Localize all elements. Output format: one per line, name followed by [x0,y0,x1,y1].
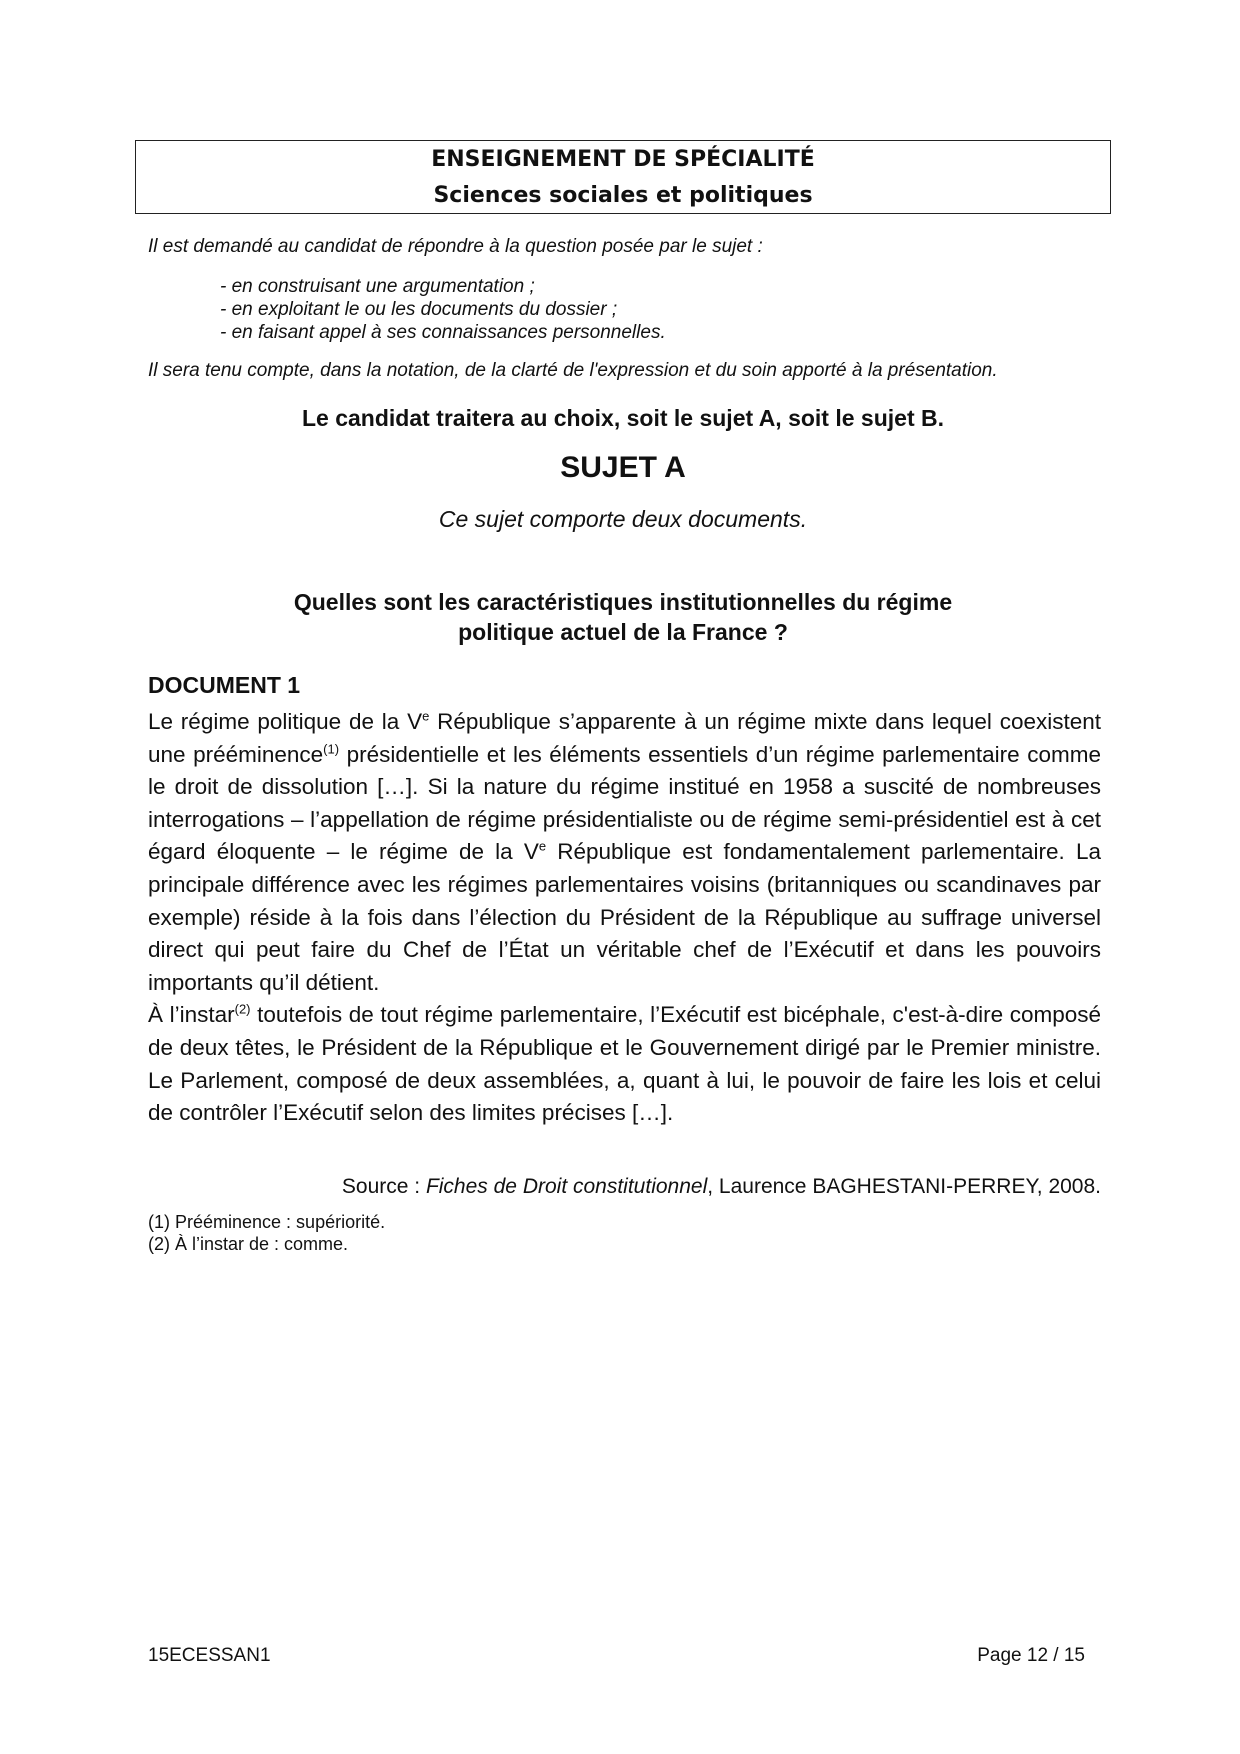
header-box [135,140,1111,214]
document-paragraph-1 [148,706,1101,999]
footer-page-number: Page 12 / 15 [977,1645,1085,1666]
text-run: République s’apparente à un régime mixte dans lequel coexistent une prééminence [148,709,1101,767]
footnote-2: (2) À l’instar de : comme. [148,1234,349,1254]
document-paragraph-2 [148,999,1101,1129]
document-body [148,706,1101,1130]
source-title: Fiches de Droit constitutionnel [425,1175,708,1198]
source-prefix: Source : [341,1175,426,1198]
text-run: Le régime politique de la V [148,709,423,734]
document-source [342,1175,1101,1199]
instruction-item: - en construisant une argumentation ; [220,276,535,297]
source-author: , Laurence BAGHESTANI-PERREY, 2008. [707,1175,1101,1198]
footnote-ref-1: (1) [323,741,340,757]
header-subtitle: Sciences sociales et politiques [433,183,813,208]
document-title: DOCUMENT 1 [148,672,301,698]
footnote-1: (1) Prééminence : supériorité. [148,1212,386,1232]
instructions-note: Il sera tenu compte, dans la notation, de la clarté de l'expression et du soin apporté à la présentation. [148,360,998,381]
instruction-item: - en faisant appel à ses connaissances personnelles. [220,322,666,343]
text-run: République est fondamentalement parlementaire. La principale différence avec les régimes parlementaires voisins (britanniques ou scandinaves par exemple) réside à la fois dans l’élection du Président de la République au suffrage universel direct qui peut faire du Chef de l’État un véritable chef de l’Exécutif et dans les pouvoirs importants qu’il détient. [148,839,1101,995]
subject-subtitle: Ce sujet comporte deux documents. [438,506,808,532]
instructions-intro: Il est demandé au candidat de répondre à la question posée par le sujet : [148,236,763,257]
text-run: toutefois de tout régime parlementaire, l’Exécutif est bicéphale, c'est-à-dire composé de deux têtes, le Président de la République et le Gouvernement dirigé par le Premier ministre. Le Parlement, composé de deux assemblées, a, quant à lui, le pouvoir de faire les lois et celui de contrôler l’Exécutif selon des limites précises […]. [148,1002,1101,1126]
footnote-ref-2: (2) [234,1001,251,1017]
question-line-2: politique actuel de la France ? [458,619,788,645]
superscript: e [422,708,430,724]
header-title: ENSEIGNEMENT DE SPÉCIALITÉ [431,147,815,172]
superscript: e [538,838,547,854]
instruction-item: - en exploitant le ou les documents du dossier ; [220,299,618,320]
footer-code: 15ECESSAN1 [148,1645,271,1666]
question-line-1: Quelles sont les caractéristiques institutionnelles du régime [293,589,953,615]
subject-question [135,587,1111,647]
text-run: À l’instar [148,1002,235,1028]
text-run: présidentielle et les éléments essentiels d’un régime parlementaire comme le droit de dissolution […]. Si la nature du régime institué en 1958 a suscité de nombreuses interrogations – l’appellation de régime présidentialiste ou de régime semi-présidentiel est à cet égard éloquente – le régime de la V [148,741,1101,865]
subject-title: SUJET A [560,451,686,484]
choice-statement: Le candidat traitera au choix, soit le sujet A, soit le sujet B. [301,405,945,431]
